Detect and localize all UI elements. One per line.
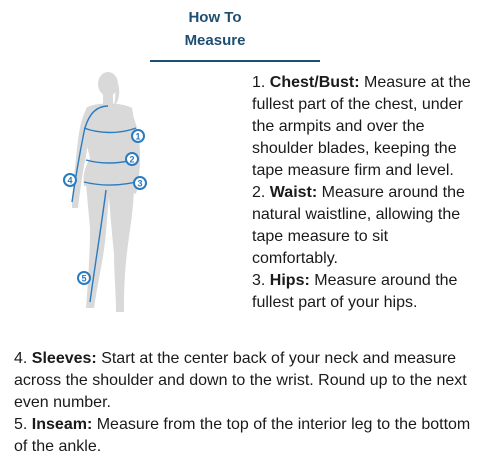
step-waist <box>252 182 477 270</box>
step-chest <box>252 72 477 182</box>
header <box>150 6 320 52</box>
body-silhouette-figure <box>50 62 170 322</box>
step-label: Inseam: <box>31 416 93 433</box>
svg-text:5: 5 <box>81 273 87 284</box>
step-label: Hips: <box>269 272 310 289</box>
step-hips <box>252 270 477 314</box>
step-number: 5. <box>14 416 28 433</box>
title-line-1: How To <box>188 9 242 26</box>
steps-right-column <box>252 72 477 314</box>
step-number: 1. <box>252 74 266 91</box>
step-number: 4. <box>14 350 28 367</box>
marker-5 <box>78 272 90 284</box>
title-underline <box>150 60 320 62</box>
step-text: Measure around the natural waistline, allowing the tape measure to sit comfortably. <box>252 184 465 267</box>
step-text: Measure at the fullest part of the chest, under the armpits and over the shoulder blades, keeping the tape measure firm and level. <box>252 74 471 179</box>
step-label: Sleeves: <box>31 350 97 367</box>
svg-text:3: 3 <box>137 178 143 189</box>
svg-text:1: 1 <box>135 131 141 142</box>
step-text: Measure around the fullest part of your hips. <box>252 272 458 311</box>
step-number: 3. <box>252 272 266 289</box>
marker-3 <box>134 177 146 189</box>
title-line-2: Measure <box>184 32 246 49</box>
step-text: Measure from the top of the interior leg to the bottom of the ankle. <box>14 416 471 455</box>
step-inseam <box>14 414 476 458</box>
step-number: 2. <box>252 184 266 201</box>
page-title <box>170 6 260 52</box>
step-label: Waist: <box>269 184 318 201</box>
step-text: Start at the center back of your neck and measure across the shoulder and down to the wrist. Round up to the next even number. <box>14 350 467 411</box>
marker-1 <box>132 130 144 142</box>
steps-full-width <box>14 348 476 458</box>
svg-text:4: 4 <box>67 175 73 186</box>
step-label: Chest/Bust: <box>269 74 360 91</box>
marker-2 <box>126 153 138 165</box>
svg-text:2: 2 <box>129 154 135 165</box>
step-sleeves <box>14 348 476 414</box>
marker-4 <box>64 174 76 186</box>
